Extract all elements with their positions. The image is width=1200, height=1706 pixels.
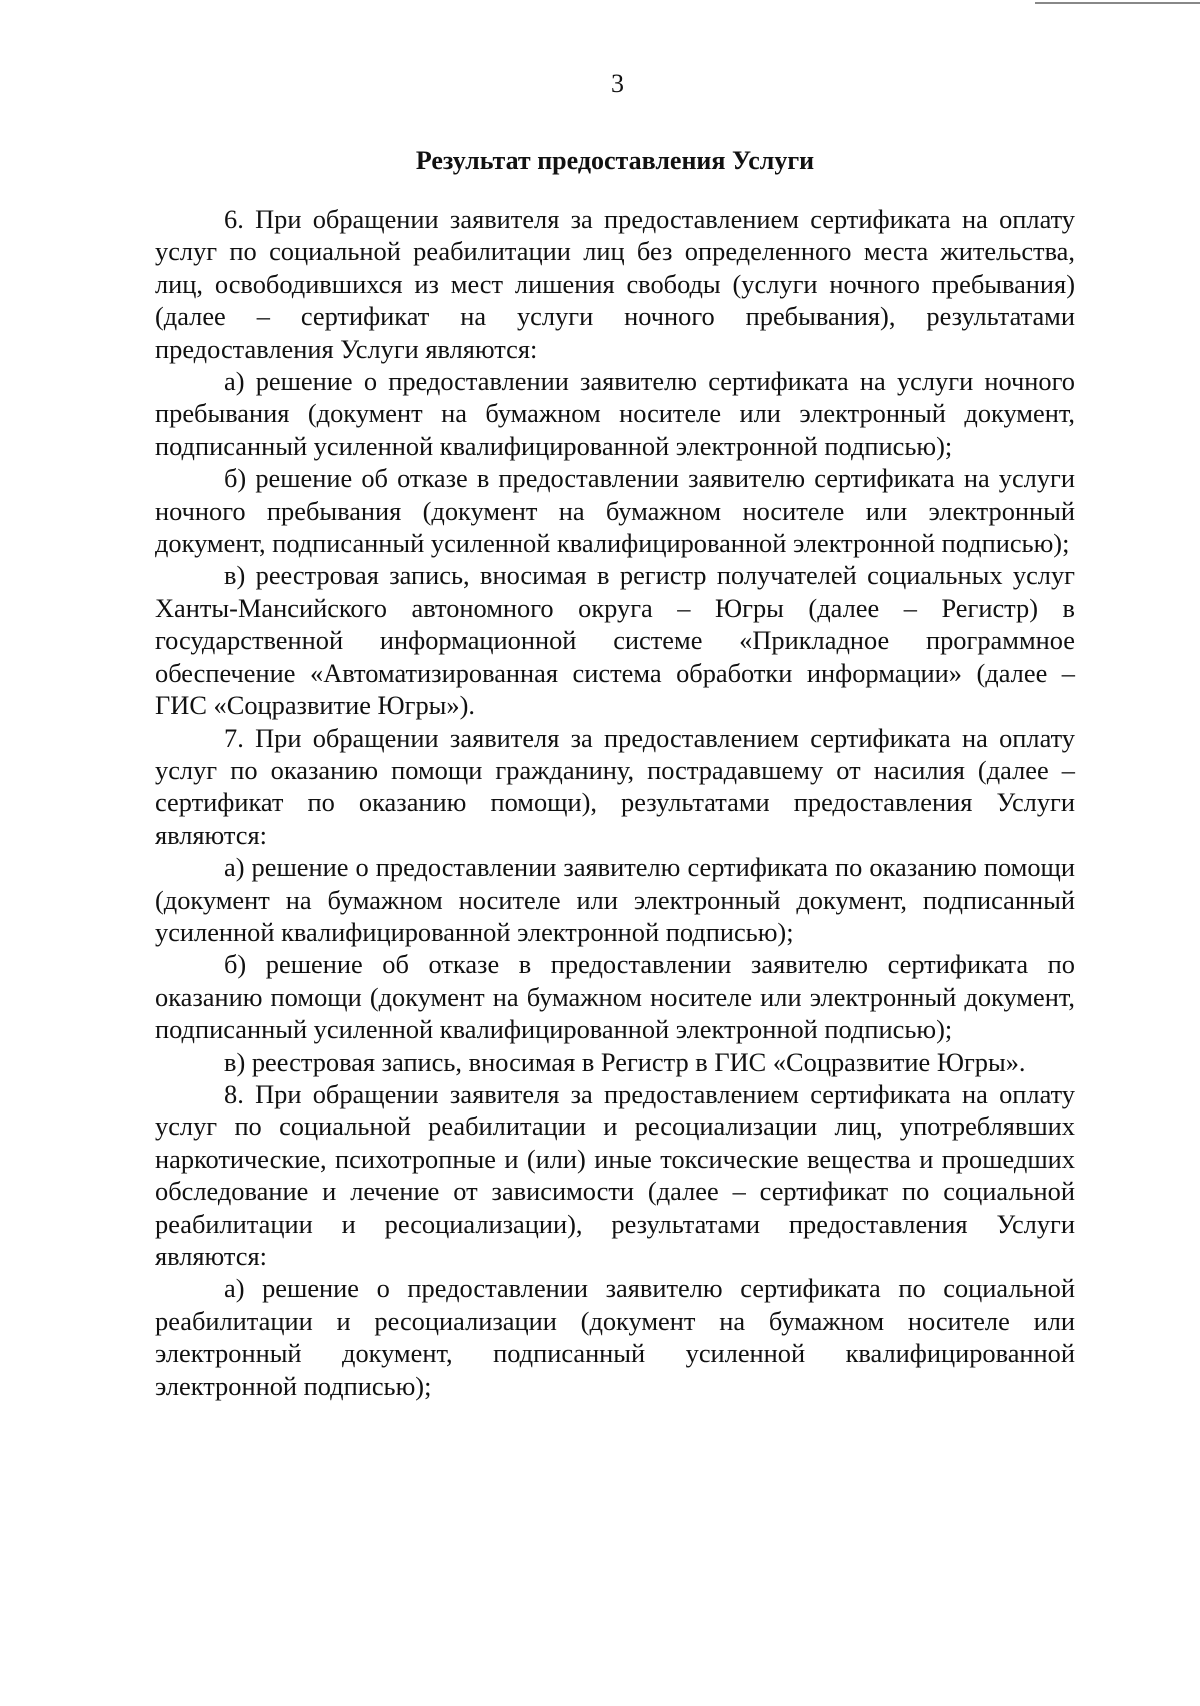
- paragraph-6b: б) решение об отказе в предоставлении заявителю сертификата на услуги ночного пребывания (документ на бумажном носителе или электронный документ, подписанный усиленной квалифицированной электронной подписью);: [155, 463, 1075, 559]
- document-body: [155, 203, 1075, 1402]
- paragraph-7v: в) реестровая запись, вносимая в Регистр в ГИС «Соцразвитие Югры».: [224, 1046, 1026, 1077]
- paragraph-6: 6. При обращении заявителя за предоставлением сертификата на оплату услуг по социальной реабилитации лиц без определенного места жительства, лиц, освободившихся из мест лишения свободы (услуги ночного пребывания) (далее – сертификат на услуги ночного пребывания), результатами предоставления Услуги являются:: [155, 204, 1075, 364]
- scan-edge-line: [1035, 2, 1200, 4]
- paragraph-8: 8. При обращении заявителя за предоставлением сертификата на оплату услуг по социальной реабилитации и ресоциализации лиц, употреблявших наркотические, психотропные и (или) иные токсические вещества и прошедших обследование и лечение от зависимости (далее – сертификат по социальной реабилитации и ресоциализации), результатами предоставления Услуги являются:: [155, 1078, 1075, 1271]
- paragraph-7b: б) решение об отказе в предоставлении заявителю сертификата по оказанию помощи (документ на бумажном носителе или электронный документ, подписанный усиленной квалифицированной электронной подписью);: [155, 949, 1075, 1045]
- paragraph-7: 7. При обращении заявителя за предоставлением сертификата на оплату услуг по оказанию помощи гражданину, пострадавшему от насилия (далее – сертификат по оказанию помощи), результатами предоставления Услуги являются:: [155, 722, 1075, 850]
- section-heading: Результат предоставления Услуги: [415, 146, 815, 175]
- paragraph-7a: а) решение о предоставлении заявителю сертификата по оказанию помощи (документ на бумажном носителе или электронный документ, подписанный усиленной квалифицированной электронной подписью);: [155, 852, 1075, 947]
- paragraph-6v: в) реестровая запись, вносимая в регистр получателей социальных услуг Ханты-Мансийского автономного округа – Югры (далее – Регистр) в государственной информационной системе «Прикладное программное обеспечение «Автоматизированная система обработки информации» (далее – ГИС «Соцразвитие Югры»).: [155, 560, 1075, 721]
- paragraph-8a: а) решение о предоставлении заявителю сертификата по социальной реабилитации и ресоциализации (документ на бумажном носителе или электронный документ, подписанный усиленной квалифицированной электронной подписью);: [155, 1273, 1075, 1401]
- paragraph-6a: а) решение о предоставлении заявителю сертификата на услуги ночного пребывания (документ на бумажном носителе или электронный документ, подписанный усиленной квалифицированной электронной подписью);: [155, 366, 1075, 461]
- page-number: 3: [611, 69, 624, 98]
